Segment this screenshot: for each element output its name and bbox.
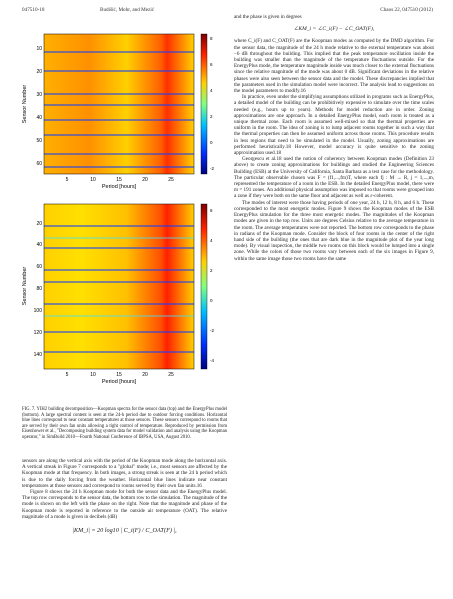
page-number: 047510-18	[22, 7, 45, 13]
y-tick: 60	[36, 161, 42, 167]
right-paragraph-2: In practice, even under the simplifying assumptions utilized in programs such as EnergyPlus, a detailed model of the building can be prohibitively expensive to simulate over the time scales needed (e.g., hours up to years). Methods for model reduction are in order. Zoning approximations are one approach. In a detailed EnergyPlus model, each room is treated as a unique thermal zone. Each room is assumed well-mixed so that the thermal properties are uniform in the room. The idea of zoning is to lump adjacent rooms together in such a way that the thermal properties can then be assumed uniform across those rooms. This procedure results in less regions that need to be simulated in the model. Usually, zoning approximations are performed heuristically.18 However, model accuracy is quite sensitive to the zoning approximation used.18	[234, 94, 434, 157]
right-paragraph-4: The modes of interest were those having periods of one year, 24 h, 12 h, 8 h, and 6 h. These corresponded to the most energetic modes. Figure 9 shows the Koopman modes of the ESB EnergyPlus simulation for the three most energetic modes. The magnitudes of the Koopman modes are given in the top row. Units are degrees Celsius relative to the average temperature in the room. The average temperatures were not reported. The bottom row corresponds to the phase in radians of the Koopman mode. Consider the block of four rooms in the center of the right hand side of the building (the ones that are dark blue in the magnitude plot of the year long mode). By visual inspection, the middle two rooms on this block would be lumped into a single zone. While the colors of those two rooms vary between each of the six images in Figure 9, within the same image those two rooms have the same	[234, 199, 434, 262]
cbar-tick: 8	[210, 36, 213, 41]
y-tick: 120	[33, 330, 42, 336]
equation-phase: ∠KM_i = ∠C_i(F) − ∠C_OAT(F),	[293, 26, 375, 33]
bottom-ylabel: Sensor Number	[22, 266, 28, 306]
left-paragraph-1: sensors are along the vertical axis with the period of the Koopman mode along the horizontal axis. A vertical streak in Figure 7 corresponds to a "global" mode; i.e., most sensors are affected by the Koopman mode at that frequency. In both images, a strong streak is seen at the 24 h period which is due to the daily forcing from the weather. Horizontal blue lines indicate near constant temperatures at those sensors and correspond to rooms served by their own fan units.16	[22, 458, 227, 489]
cbar-tick: 4	[210, 88, 213, 93]
equation-magnitude: |KM_i| = 20 log10 | C_i(F) / C_OAT(F) |,	[72, 527, 177, 535]
bottom-xticks	[66, 372, 174, 378]
y-tick: 60	[36, 264, 42, 270]
x-tick: 25	[168, 177, 174, 183]
x-tick: 10	[90, 372, 96, 378]
right-column	[234, 14, 434, 262]
bottom-xlabel: Period [hours]	[101, 379, 137, 385]
top-xlabel: Period [hours]	[101, 184, 137, 190]
y-tick: 30	[36, 92, 42, 98]
y-tick: 100	[33, 308, 42, 314]
x-tick: 20	[142, 177, 148, 183]
right-paragraph-1: where C_i(F) and C_OAT(F) are the Koopman modes as computed by the DMD algorithm. For the sensor data, the magnitude of the 24 h mode relative to the external temperature was about −6 dB throughout the building. This implied that the peak temperature oscillation inside the building was smaller than the magnitude of the temperature fluctuations outside. For the EnergyPlus mode, the temperature magnitude inside was much closer to the external fluctuations since the relative magnitude of the mode was about 0 dB. Significant deviations in the relative phases were also seen between the sensor data and the model. These discrepancies implied that the parameters used in the simulation model were incorrect. The analysis lead to suggestions on the model parameters to modify.16	[234, 38, 434, 95]
top-heatmap	[44, 34, 194, 174]
left-column	[22, 458, 227, 542]
right-paragraph-3: Georgescu et al.18 used the notion of coherency between Koopman modes (Definition 23 above) to create zoning approximations for buildings and studied the Engineering Sciences Building (ESB) at the University of California, Santa Barbara as a test case for the methodology. The particular observable chosen was F = (f1,...,fm)T, where each fj : M → R, j = 1,...,m, represented the temperature of a room in the ESB. In the detailed EnergyPlus model, there were m = 191 zones. An additional physical assumption was imposed so that rooms were grouped into a zone if they were both on the same floor and adjacent as well as ε-coherent.	[234, 156, 434, 200]
bottom-heatmap	[44, 204, 194, 369]
x-tick: 15	[116, 177, 122, 183]
cbar-tick: 6	[210, 62, 213, 67]
cbar-tick: -4	[210, 358, 215, 363]
bottom-colorbar-ticks	[210, 208, 214, 363]
cbar-tick: 2	[210, 114, 213, 119]
cbar-tick: 6	[210, 208, 213, 213]
cbar-tick: 4	[210, 238, 213, 243]
authors-header: Budišić, Mohr, and Mezić	[100, 7, 155, 13]
bottom-yticks	[34, 221, 43, 358]
right-intro: and the phase is given in degrees	[234, 14, 302, 20]
x-tick: 10	[90, 177, 96, 183]
top-yticks	[36, 46, 42, 167]
bottom-colorbar	[201, 204, 207, 369]
y-tick: 50	[36, 138, 42, 144]
top-colorbar-ticks	[210, 36, 214, 171]
y-tick: 40	[36, 242, 42, 248]
figure-7	[12, 14, 237, 409]
top-xticks	[66, 177, 174, 183]
cbar-tick: 0	[210, 298, 213, 303]
top-panel	[22, 34, 214, 190]
y-tick: 80	[36, 286, 42, 292]
y-tick: 20	[36, 221, 42, 227]
x-tick: 5	[65, 372, 69, 378]
cbar-tick: -2	[210, 166, 215, 171]
x-tick: 15	[116, 372, 122, 378]
x-tick: 20	[142, 372, 148, 378]
y-tick: 10	[36, 46, 42, 52]
y-tick: 140	[33, 352, 42, 358]
left-paragraph-2: Figure 8 shows the 24 h Koopman mode for both the sensor data and the EnergyPlus model. The top row corresponds to the sensor data, the bottom row to the simulation. The magnitude of the mode is shown on the left with the phase on the right. Note that the magnitude and phase of the Koopman mode is reported in reference to the outside air temperature (OAT). The relative magnitude of a mode is given in decibels (dB)	[22, 489, 227, 520]
journal-header: Chaos 22, 047510 (2012)	[380, 7, 433, 13]
y-tick: 20	[36, 69, 42, 75]
top-ylabel: Sensor Number	[22, 84, 28, 124]
cbar-tick: 2	[210, 268, 213, 273]
figure-caption: FIG. 7. YIH2 building decomposition—Koopman spectra for the sensor data (top) and the EnergyPlus model (bottom). A large spectral content is seen at the 24-h period due to outdoor forcing conditions. Horizontal blue lines correspond to near constant temperatures at those sensors. These sensors correspond to rooms that are served by their own fan units allowing a tight control of temperature. Reproduced by permission from Eisenhower et al., "Decomposing building system data for model validation and analysis using the Koopman operator," in SimBuild 2010—Fourth National Conference of IBPSA, USA, August 2010.	[22, 407, 227, 440]
top-colorbar	[201, 34, 207, 174]
bottom-panel	[22, 204, 214, 385]
cbar-tick: 0	[210, 140, 213, 145]
y-tick: 40	[36, 115, 42, 121]
x-tick: 5	[65, 177, 69, 183]
cbar-tick: -2	[210, 328, 215, 333]
x-tick: 25	[168, 372, 174, 378]
